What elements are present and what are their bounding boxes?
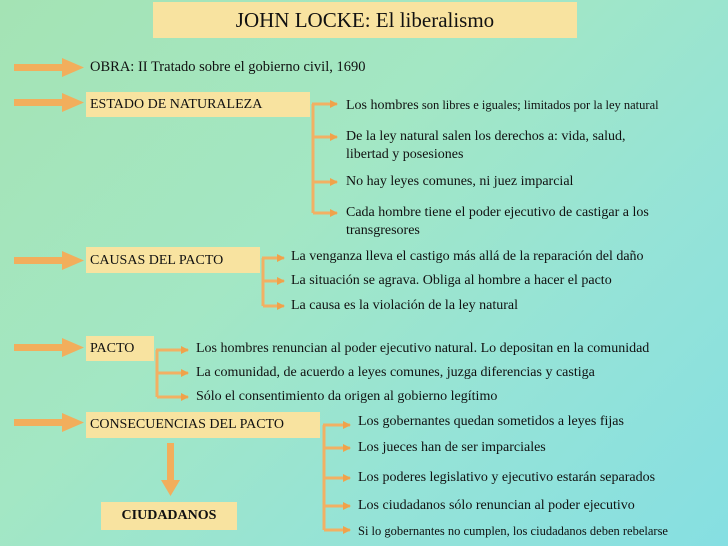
consecuencias-box: CONSECUENCIAS DEL PACTO — [86, 412, 320, 438]
causas-item-2: La situación se agrava. Obliga al hombre a hacer el pacto — [291, 273, 612, 288]
causas-item-1: La venganza lleva el castigo más allá de la reparación del daño — [291, 249, 644, 264]
estado-item-2-line2: libertad y posesiones — [346, 147, 464, 162]
big-arrow-causas — [14, 251, 84, 270]
ciudadanos-box: CIUDADANOS — [101, 502, 237, 530]
pacto-branches — [156, 350, 188, 397]
big-arrow-consecuencias — [14, 413, 84, 432]
causas-item-3: La causa es la violación de la ley natural — [291, 298, 519, 313]
pacto-item-2: La comunidad, de acuerdo a leyes comunes, juzga diferencias y castiga — [196, 365, 595, 380]
big-arrow-obra — [14, 58, 84, 77]
pacto-item-3: Sólo el consentimiento da origen al gobierno legítimo — [196, 389, 498, 404]
estado-item-3: No hay leyes comunes, ni juez imparcial — [346, 174, 574, 189]
consecuencias-item-5: Si lo gobernantes no cumplen, los ciudadanos deben rebelarse — [358, 524, 668, 538]
consecuencias-item-2: Los jueces han de ser imparciales — [358, 440, 546, 455]
obra-text: OBRA: II Tratado sobre el gobierno civil, 1690 — [90, 59, 366, 75]
pacto-item-1: Los hombres renuncian al poder ejecutivo natural. Lo depositan en la comunidad — [196, 341, 650, 356]
estado-item-4-line1: Cada hombre tiene el poder ejecutivo de castigar a los — [346, 205, 649, 220]
big-arrow-pacto — [14, 338, 84, 357]
big-arrow-estado — [14, 93, 84, 112]
page-title: JOHN LOCKE: El liberalismo — [153, 2, 577, 38]
estado-item-1-lead: Los hombres — [346, 98, 419, 113]
down-arrow-ciudadanos — [161, 443, 180, 496]
estado-item-1 — [346, 96, 659, 115]
consecuencias-item-4: Los ciudadanos sólo renuncian al poder ejecutivo — [358, 498, 635, 513]
consecuencias-item-3: Los poderes legislativo y ejecutivo estarán separados — [358, 470, 656, 485]
estado-item-4-line2: transgresores — [346, 223, 420, 238]
estado-item-4 — [346, 204, 649, 240]
estado-item-1-rest: son libres e iguales; limitados por la ley natural — [418, 98, 659, 112]
estado-box: ESTADO DE NATURALEZA — [86, 92, 310, 117]
causas-branches — [262, 258, 284, 306]
estado-branches — [312, 104, 337, 213]
consecuencias-item-1: Los gobernantes quedan sometidos a leyes fijas — [358, 414, 624, 429]
pacto-box: PACTO — [86, 336, 154, 361]
causas-box: CAUSAS DEL PACTO — [86, 247, 260, 273]
consecuencias-branches — [323, 425, 350, 530]
estado-item-2 — [346, 128, 626, 164]
estado-item-2-line1: De la ley natural salen los derechos a: vida, salud, — [346, 129, 626, 144]
